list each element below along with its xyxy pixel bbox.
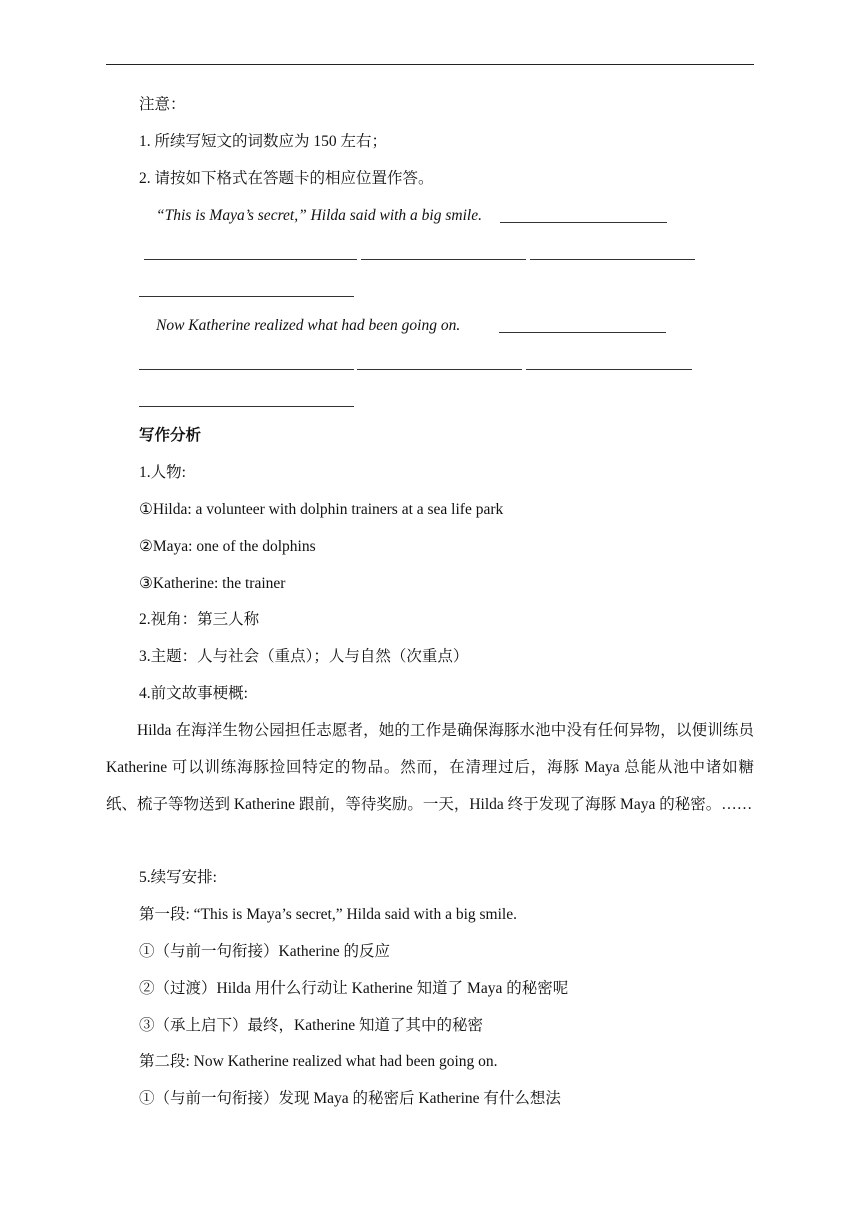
plan-para1-item: ②（过渡）Hilda 用什么行动让 Katherine 知道了 Maya 的秘密呢 xyxy=(139,980,569,997)
answer-line xyxy=(139,406,354,407)
character-item: ③Katherine: the trainer xyxy=(139,575,286,592)
header-rule xyxy=(106,64,754,65)
character-item: ①Hilda: a volunteer with dolphin trainers at a sea life park xyxy=(139,501,504,518)
plan-para1-item: ①（与前一句衔接）Katherine 的反应 xyxy=(139,943,390,960)
answer-line xyxy=(500,222,667,223)
answer-line xyxy=(361,259,526,260)
answer-line xyxy=(530,259,695,260)
para2-start-sentence: Now Katherine realized what had been going on. xyxy=(156,317,461,334)
characters-label: 1.人物: xyxy=(139,464,186,481)
summary-label: 4.前文故事梗概: xyxy=(139,685,248,702)
plan-para2: 第二段: Now Katherine realized what had been going on. xyxy=(139,1053,498,1070)
answer-line xyxy=(357,369,522,370)
answer-line xyxy=(144,259,357,260)
note-item-2: 2. 请按如下格式在答题卡的相应位置作答。 xyxy=(139,170,434,187)
perspective-line: 2.视角：第三人称 xyxy=(139,611,260,628)
answer-line xyxy=(526,369,692,370)
character-item: ②Maya: one of the dolphins xyxy=(139,538,316,555)
answer-line xyxy=(139,369,354,370)
note-item-1: 1. 所续写短文的词数应为 150 左右； xyxy=(139,133,388,150)
answer-line xyxy=(139,296,354,297)
plan-para1: 第一段: “This is Maya’s secret,” Hilda said with a big smile. xyxy=(139,906,517,923)
answer-line xyxy=(499,332,666,333)
plan-label: 5.续写安排: xyxy=(139,869,217,886)
notes-title: 注意： xyxy=(139,96,186,113)
para1-start-sentence: “This is Maya’s secret,” Hilda said with a big smile. xyxy=(156,207,482,224)
theme-line: 3.主题：人与社会（重点）；人与自然（次重点） xyxy=(139,648,469,665)
story-summary: Hilda 在海洋生物公园担任志愿者，她的工作是确保海豚水池中没有任何异物，以便训练员 Katherine 可以训练海豚捡回特定的物品。然而，在清理过后，海豚 Maya 总能从池中诸如糖纸、梳子等物送到 Katherine 跟前，等待奖励。一天，Hilda 终于发现了海豚 Maya 的秘密。…… xyxy=(106,722,754,813)
analysis-heading: 写作分析 xyxy=(139,427,202,444)
plan-para1-item: ③（承上启下）最终，Katherine 知道了其中的秘密 xyxy=(139,1017,483,1034)
plan-para2-item: ①（与前一句衔接）发现 Maya 的秘密后 Katherine 有什么想法 xyxy=(139,1090,561,1107)
